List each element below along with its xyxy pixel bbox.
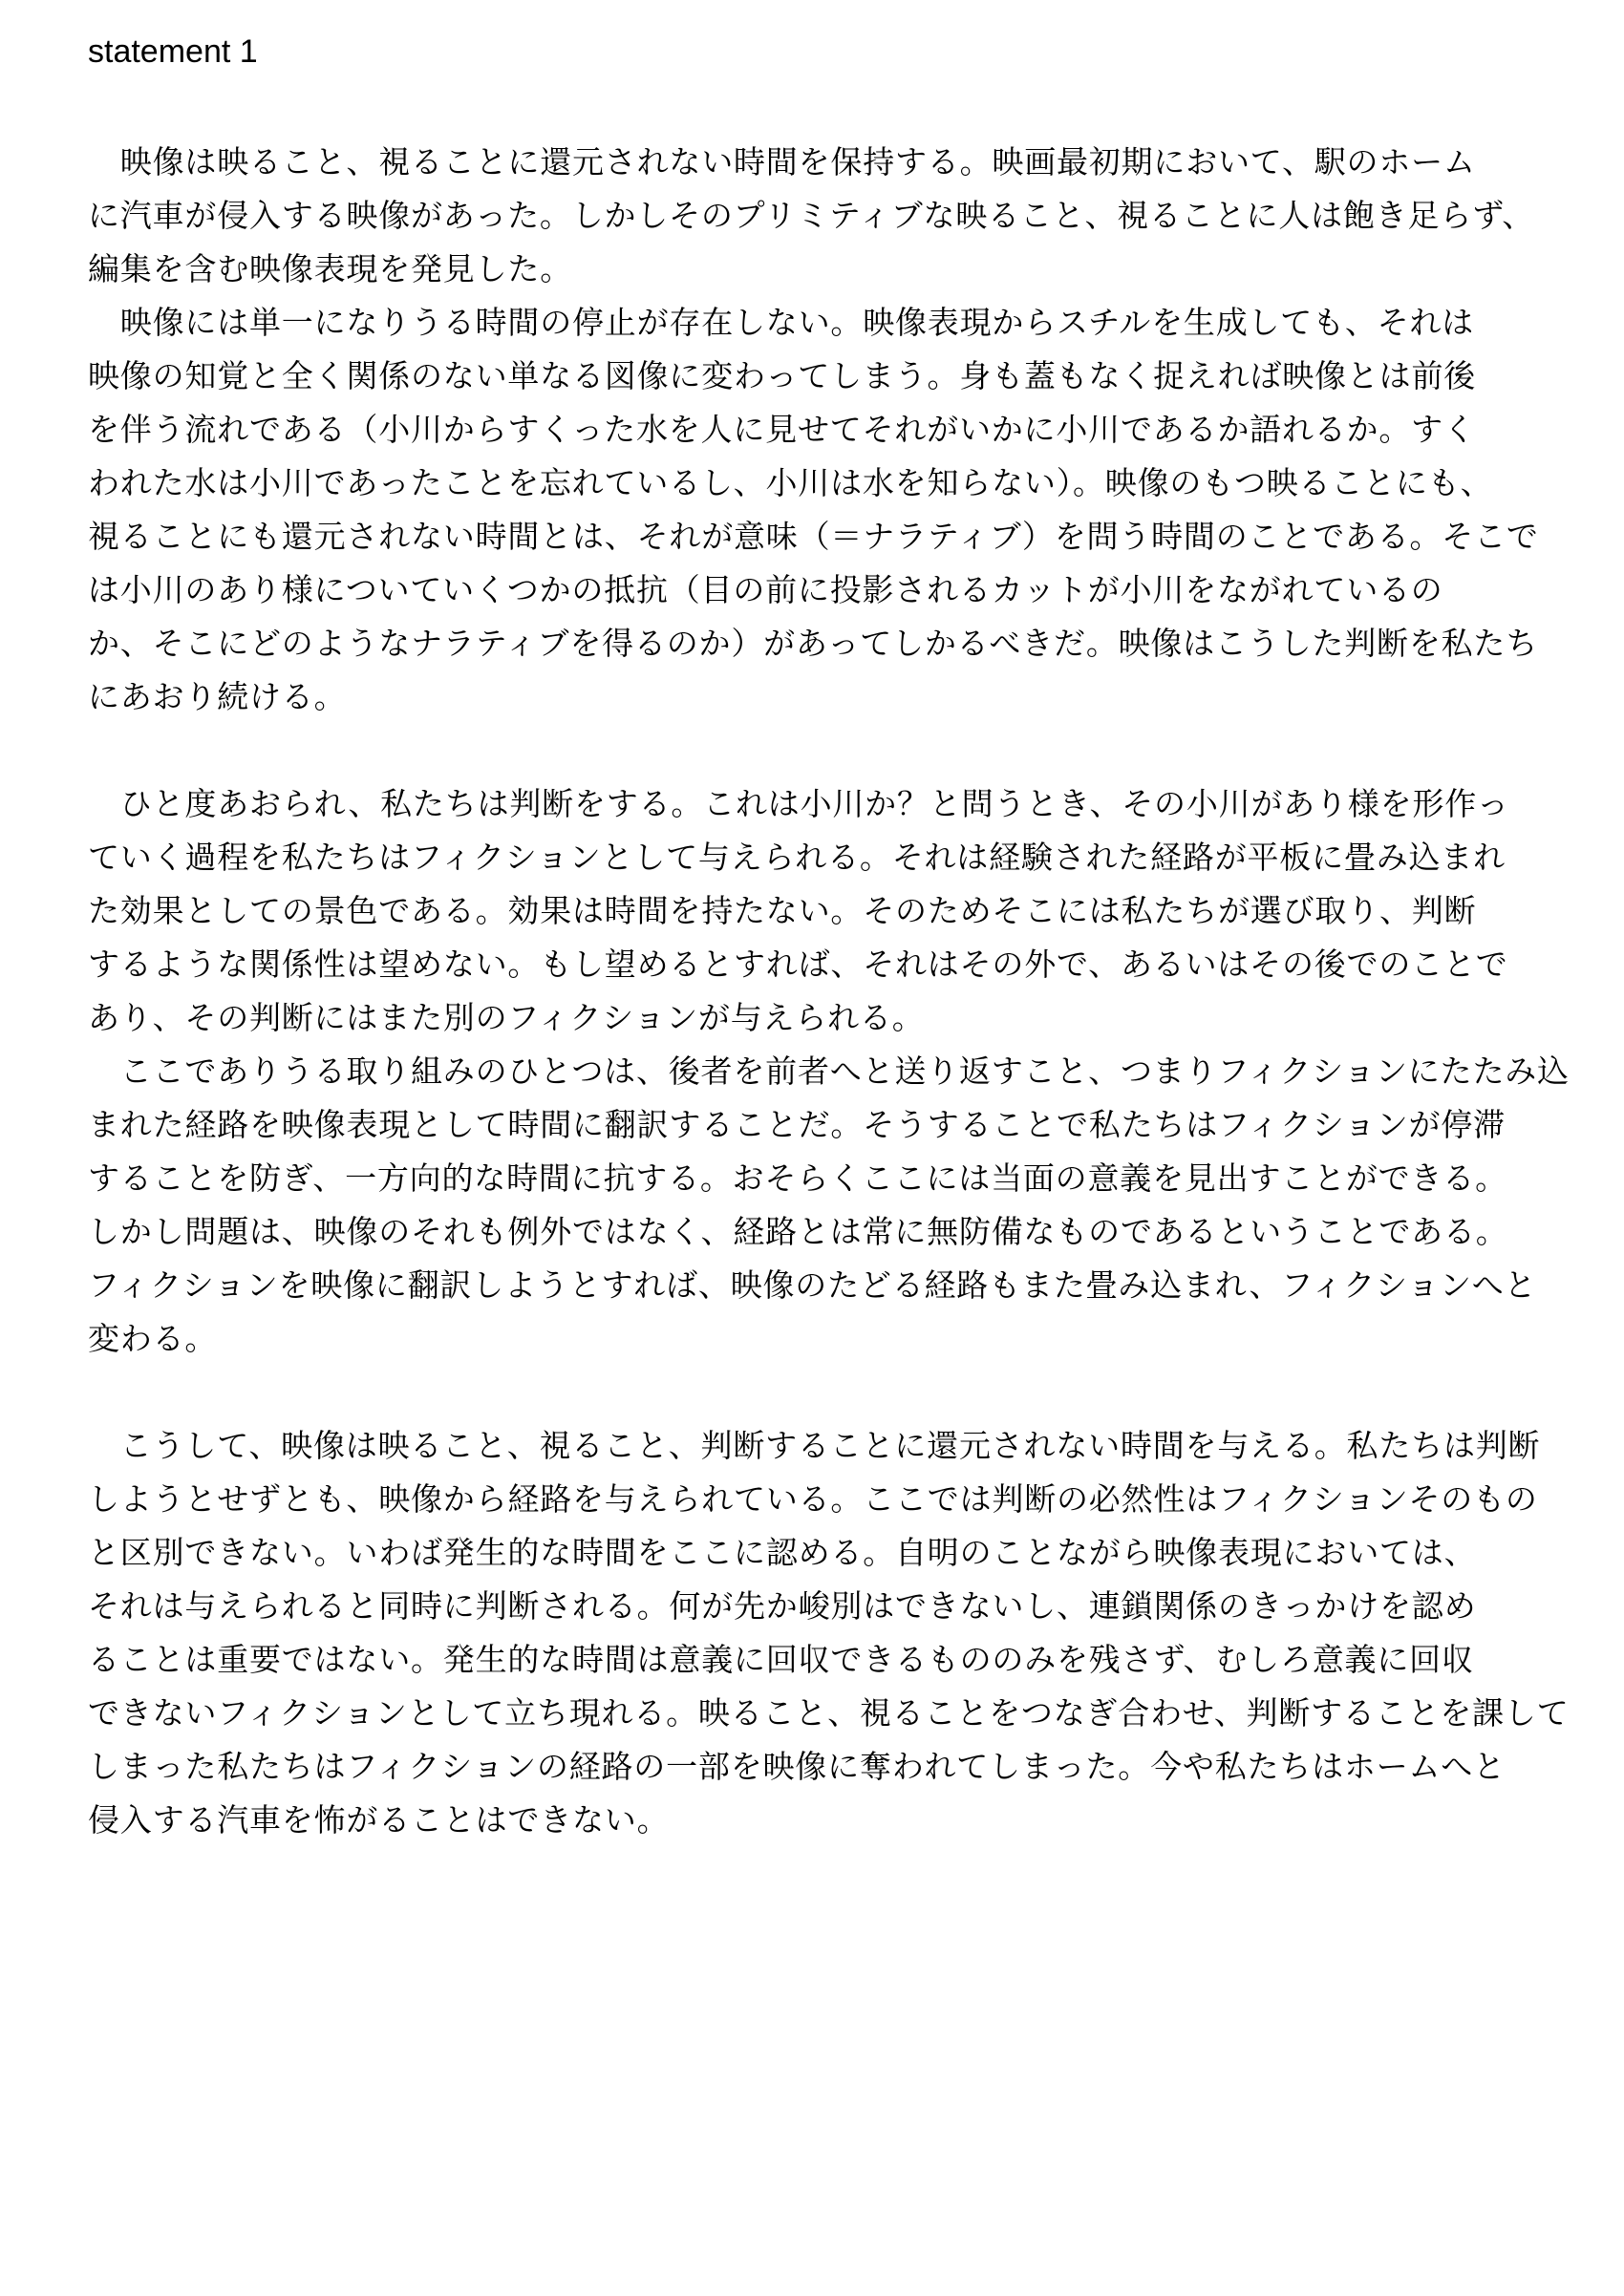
paragraph bbox=[88, 1419, 1570, 1847]
text-line: た効果としての景色である。効果は時間を持たない。そのためそこには私たちが選び取り、判断 bbox=[88, 892, 1477, 929]
text-line: ることは重要ではない。発生的な時間は意義に回収できるもののみを残さず、むしろ意義に回収 bbox=[88, 1641, 1474, 1678]
text-line: われた水は小川であったことを忘れているし、小川は水を知らない）。映像のもつ映ることにも、 bbox=[88, 464, 1493, 501]
text-line: しかし問題は、映像のそれも例外ではなく、経路とは常に無防備なものであるということである。 bbox=[88, 1213, 1508, 1250]
text-line: か、そこにどのようなナラティブを得るのか）があってしかるべきだ。映像はこうした判断を私たち bbox=[88, 625, 1539, 662]
text-line: あり、その判断にはまた別のフィクションが与えられる。 bbox=[88, 999, 925, 1036]
text-line: することを防ぎ、一方向的な時間に抗する。おそらくここには当面の意義を見出すことができる。 bbox=[88, 1159, 1507, 1197]
text-line: しまった私たちはフィクションの経路の一部を映像に奪われてしまった。今や私たちはホームへと bbox=[88, 1748, 1506, 1785]
text-line: それは与えられると同時に判断される。何が先か峻別はできないし、連鎖関係のきっかけを認め bbox=[88, 1587, 1477, 1625]
paragraph-gap bbox=[88, 1366, 1549, 1419]
text-line: するような関係性は望めない。もし望めるとすれば、それはその外で、あるいはその後でのことで bbox=[88, 946, 1508, 983]
text-line: こうして、映像は映ること、視ること、判断することに還元されない時間を与える。私たちは判断 bbox=[88, 1427, 1541, 1464]
text-line: に汽車が侵入する映像があった。しかしそのプリミティブな映ること、視ることに人は飽き足らず、 bbox=[88, 197, 1535, 234]
text-line: 変わる。 bbox=[88, 1320, 218, 1357]
text-line: できないフィクションとして立ち現れる。映ること、視ることをつなぎ合わせ、判断することを課して bbox=[88, 1694, 1570, 1732]
text-line: 視ることにも還元されない時間とは、それが意味（＝ナラティブ）を問う時間のことである。そこで bbox=[88, 518, 1539, 555]
text-line: ここでありうる取り組みのひとつは、後者を前者へと送り返すこと、つまりフィクションにたたみ込 bbox=[88, 1052, 1570, 1090]
text-line: 侵入する汽車を怖がることはできない。 bbox=[88, 1801, 670, 1839]
paragraph-gap bbox=[88, 724, 1549, 777]
text-line: ひと度あおられ、私たちは判断をする。これは小川か？と問うとき、その小川があり様を形作っ bbox=[88, 785, 1509, 822]
text-line: 編集を含む映像表現を発見した。 bbox=[88, 250, 572, 287]
text-line: フィクションを映像に翻訳しようとすれば、映像のたどる経路もまた畳み込まれ、フィクションへと bbox=[88, 1266, 1537, 1304]
text-line: ていく過程を私たちはフィクションとして与えられる。それは経験された経路が平板に畳み込まれ bbox=[88, 839, 1506, 876]
text-line: 映像は映ること、視ることに還元されない時間を保持する。映画最初期において、駅のホーム bbox=[88, 143, 1476, 181]
paragraph bbox=[88, 136, 1549, 296]
text-line: は小川のあり様についていくつかの抵抗（目の前に投影されるカットが小川をながれているの bbox=[88, 571, 1443, 608]
paragraph bbox=[88, 1045, 1570, 1366]
text-line: にあおり続ける。 bbox=[88, 678, 347, 715]
text-line: と区別できない。いわば発生的な時間をここに認める。自明のことながら映像表現においては、 bbox=[88, 1534, 1477, 1571]
text-line: しようとせずとも、映像から経路を与えられている。ここでは判断の必然性はフィクションそのもの bbox=[88, 1480, 1538, 1518]
text-line: まれた経路を映像表現として時間に翻訳することだ。そうすることで私たちはフィクションが停滞 bbox=[88, 1106, 1506, 1143]
paragraph bbox=[88, 777, 1549, 1045]
text-line: を伴う流れである（小川からすくった水を人に見せてそれがいかに小川であるか語れるか。すく bbox=[88, 411, 1476, 448]
document-title: statement 1 bbox=[88, 33, 258, 70]
text-line: 映像には単一になりうる時間の停止が存在しない。映像表現からスチルを生成しても、それは bbox=[88, 304, 1475, 341]
paragraph bbox=[88, 296, 1549, 724]
text-line: 映像の知覚と全く関係のない単なる図像に変わってしまう。身も蓋もなく捉えれば映像とは前後 bbox=[88, 357, 1477, 394]
document-body bbox=[88, 136, 1570, 1847]
